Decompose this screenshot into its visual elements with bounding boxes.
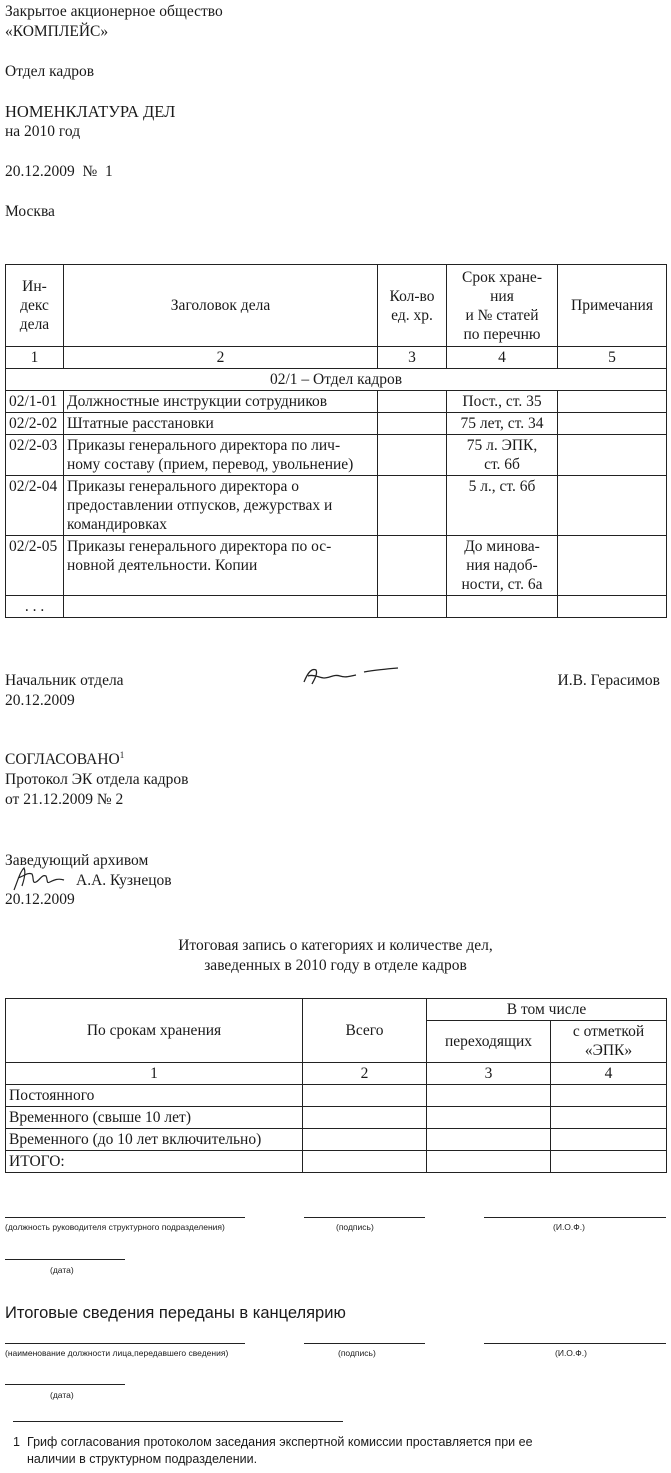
archive-date: 20.12.2009 <box>5 891 75 908</box>
approval-line1: Протокол ЭК отдела кадров <box>5 771 189 788</box>
row-title: Приказы генерального директора по ос- новной деятельности. Копии <box>64 536 378 596</box>
nomenclature-table <box>5 264 667 618</box>
row-qty <box>378 476 447 536</box>
position-label: (наименование должности лица,передавшего сведения) <box>5 1348 229 1358</box>
table-row <box>6 1129 667 1151</box>
row-note <box>558 476 667 536</box>
date-label: (дата) <box>50 1390 74 1400</box>
row-term: До минова- ния надоб- ности, ст. 6а <box>447 536 558 596</box>
summary-row-label: Временного (до 10 лет включительно) <box>6 1129 303 1151</box>
date-line <box>5 1259 125 1260</box>
signature-head-icon <box>298 660 408 690</box>
summary-row-label: Временного (свыше 10 лет) <box>6 1107 303 1129</box>
transfer-title: Итоговые сведения переданы в канцелярию <box>5 1304 346 1322</box>
row-title: Приказы генерального директора по лич- ному составу (прием, перевод, увольнение) <box>64 435 378 476</box>
table-row <box>6 476 667 536</box>
date-label: (дата) <box>50 1265 74 1275</box>
footnote-separator <box>13 1421 343 1422</box>
row-title: Штатные расстановки <box>64 413 378 435</box>
city: Москва <box>5 203 55 220</box>
signature-label: (подпись) <box>338 1348 376 1358</box>
row-index: 02/2-04 <box>6 476 64 536</box>
row-ellipsis: . . . <box>6 596 64 618</box>
archive-name: А.А. Кузнецов <box>76 872 172 889</box>
row-index: 02/2-02 <box>6 413 64 435</box>
row-index: 02/2-03 <box>6 435 64 476</box>
fio-line <box>484 1217 666 1218</box>
approval-line2: от 21.12.2009 № 2 <box>5 791 124 808</box>
footnote-text-line1: Гриф согласования протоколом заседания экспертной комиссии проставляется при ее <box>27 1435 533 1449</box>
col-header-index: Ин- декс дела <box>6 265 64 347</box>
table-row <box>6 391 667 413</box>
row-qty <box>378 391 447 413</box>
summary-table <box>5 998 667 1173</box>
table-row <box>6 435 667 476</box>
table-row <box>6 1085 667 1107</box>
col-number: 4 <box>551 1063 667 1085</box>
table-row <box>6 596 667 618</box>
table-row <box>6 1151 667 1173</box>
table-row <box>6 1107 667 1129</box>
head-position: Начальник отдела <box>5 672 124 689</box>
col-number: 2 <box>64 347 378 369</box>
fio-label: (И.О.Ф.) <box>555 1348 587 1358</box>
summary-header-epk: с отметкой «ЭПК» <box>551 1021 667 1063</box>
doc-date-number: 20.12.2009 № 1 <box>5 163 113 180</box>
row-index: 02/2-05 <box>6 536 64 596</box>
col-number: 3 <box>378 347 447 369</box>
position-label: (должность руководителя структурного подразделения) <box>5 1222 225 1232</box>
row-term: 75 лет, ст. 34 <box>447 413 558 435</box>
row-title: Приказы генерального директора о предоставлении отпусков, дежурствах и командировках <box>64 476 378 536</box>
position-line <box>5 1343 245 1344</box>
row-note <box>558 413 667 435</box>
signature-line <box>304 1343 425 1344</box>
row-title: Должностные инструкции сотрудников <box>64 391 378 413</box>
row-qty <box>378 435 447 476</box>
summary-header-including: В том числе <box>427 999 667 1021</box>
row-term: 5 л., ст. 6б <box>447 476 558 536</box>
col-number: 2 <box>303 1063 427 1085</box>
doc-title: НОМЕНКЛАТУРА ДЕЛ <box>5 102 176 121</box>
position-line <box>5 1217 245 1218</box>
col-number: 1 <box>6 1063 303 1085</box>
summary-row-label: ИТОГО: <box>6 1151 303 1173</box>
summary-row-label: Постоянного <box>6 1085 303 1107</box>
date-line <box>5 1384 125 1385</box>
summary-header-transit: переходящих <box>427 1021 551 1063</box>
fio-label: (И.О.Ф.) <box>553 1222 585 1232</box>
signature-line <box>304 1217 425 1218</box>
department: Отдел кадров <box>5 63 95 80</box>
row-term: 75 л. ЭПК, ст. 6б <box>447 435 558 476</box>
row-note <box>558 536 667 596</box>
fio-line <box>484 1343 666 1344</box>
row-qty <box>378 536 447 596</box>
row-term: Пост., ст. 35 <box>447 391 558 413</box>
summary-title-line1: Итоговая запись о категориях и количестве дел, <box>178 937 493 954</box>
col-header-term: Срок хране- ния и № статей по перечню <box>447 265 558 347</box>
row-qty <box>378 413 447 435</box>
table-row <box>6 536 667 596</box>
doc-year: на 2010 год <box>5 123 81 140</box>
table-row <box>6 413 667 435</box>
row-note <box>558 435 667 476</box>
head-name: И.В. Герасимов <box>557 672 660 689</box>
approval-title: СОГЛАСОВАНО$^1$ <box>5 749 125 768</box>
signature-label: (подпись) <box>336 1222 374 1232</box>
col-number: 4 <box>447 347 558 369</box>
col-number: 1 <box>6 347 64 369</box>
col-header-title: Заголовок дела <box>64 265 378 347</box>
col-number: 5 <box>558 347 667 369</box>
summary-header-total: Всего <box>303 999 427 1063</box>
summary-header-terms: По срокам хранения <box>6 999 303 1063</box>
footnote-mark: 1 <box>13 1435 20 1449</box>
col-number: 3 <box>427 1063 551 1085</box>
head-date: 20.12.2009 <box>5 692 75 709</box>
footnote-mark: 1 <box>119 749 125 760</box>
col-header-notes: Примечания <box>558 265 667 347</box>
archive-position: Заведующий архивом <box>5 852 149 869</box>
footnote-text-line2: наличии в структурном подразделении. <box>27 1452 258 1466</box>
org-name-line2: «КОМПЛЕЙС» <box>5 23 109 40</box>
col-header-qty: Кол-во ед. хр. <box>378 265 447 347</box>
summary-title-line2: заведенных в 2010 году в отделе кадров <box>204 957 467 974</box>
org-name-line1: Закрытое акционерное общество <box>5 3 223 20</box>
section-header: 02/1 – Отдел кадров <box>6 369 667 391</box>
row-note <box>558 391 667 413</box>
row-index: 02/1-01 <box>6 391 64 413</box>
